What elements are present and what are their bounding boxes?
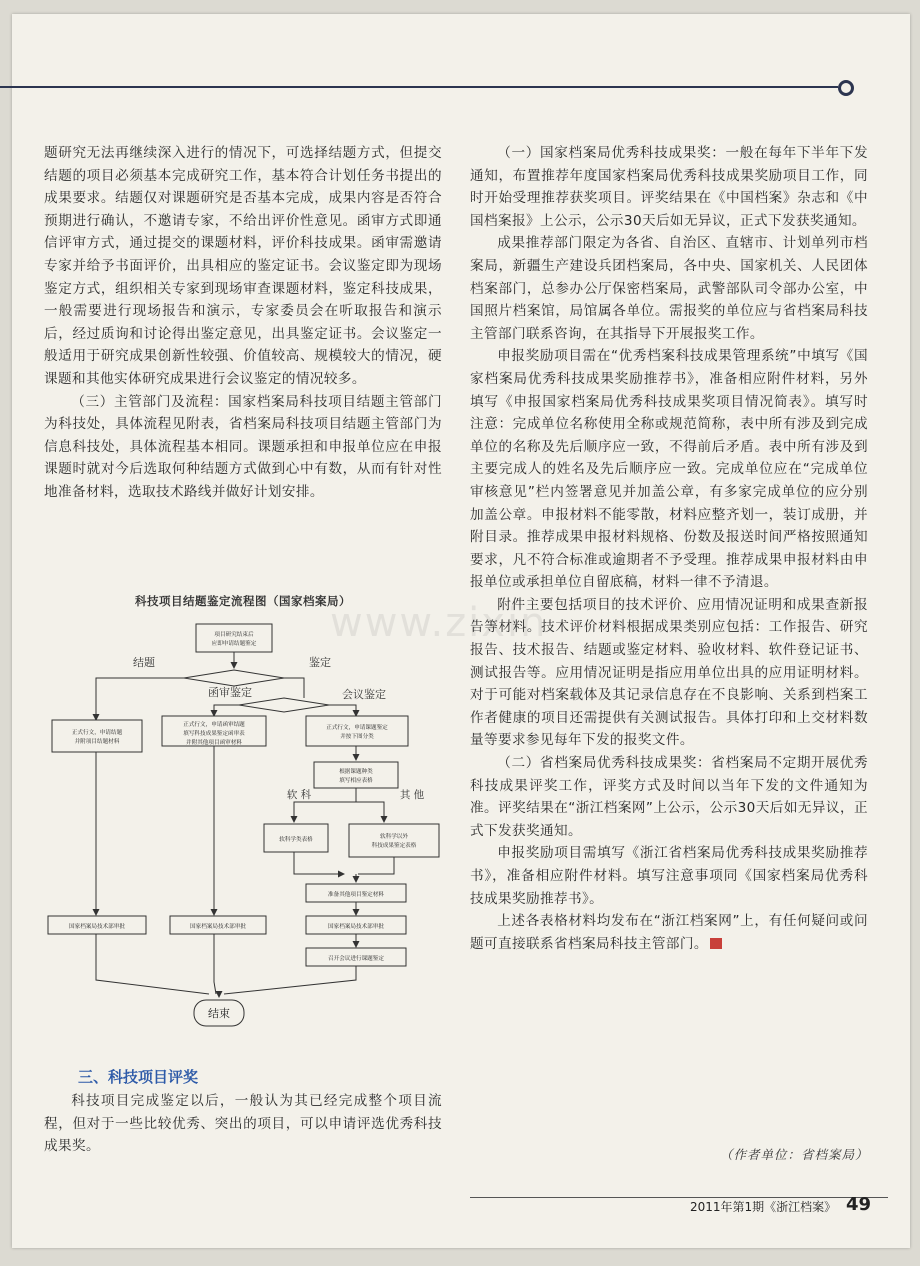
flow-fill-text-line: 填写相应表格 (339, 778, 373, 784)
section-heading: 三、科技项目评奖 (78, 1068, 199, 1086)
flow-huiyi-text-line: 正式行文，申请课题鉴定 (326, 725, 388, 731)
flow-label-soft: 软 科 (286, 789, 312, 801)
paragraph: 成果推荐部门限定为各省、自治区、直辖市、计划单列市档案局，新疆生产建设兵团档案局，各中央、国家机关、人民团体档案部门，总参办公厅保密档案局，武警部队司令部办公室，中国照片档案馆，局馆属各单位。需报奖的单位应与省档案局科技主管部门联系咨询，在其指导下开展报奖工作。 (470, 235, 868, 342)
flowchart-title: 科技项目结题鉴定流程图（国家档案局） (135, 594, 351, 608)
paragraph: （二）省档案局优秀科技成果奖：省档案局不定期开展优秀科技成果评奖工作，评奖方式及时间以当年下发的文件通知为准。评奖结果在“浙江档案网”上公示，公示30天后如无异议，正式下发获奖通知。 (470, 755, 868, 839)
flow-prepare-text: 准备其他项目鉴定材料 (328, 892, 384, 898)
section-paragraph-block (44, 1090, 442, 1158)
flow-hanshen-text-line: 正式行文，申请函审结题 (183, 722, 245, 728)
paragraph: 科技项目完成鉴定以后，一般认为其已经完成整个项目流程，但对于一些比较优秀、突出的项目，可以申请评选优秀科技成果奖。 (44, 1093, 442, 1155)
flow-branch-left: 结题 (133, 656, 155, 669)
right-column (470, 142, 868, 955)
flow-start-text-line: 项目研究结束后 (214, 632, 254, 638)
flow-huiyi-box (306, 716, 408, 746)
paragraph: 附件主要包括项目的技术评价、应用情况证明和成果查新报告等材料。技术评价材料根据成果类别应包括：工作报告、研究报告、技术报告、结题或鉴定材料、验收材料、软件登记证书、测试报告等。应用情况证明是指应用单位出具的应用证明材料。对于可能对档案载体及其记录信息存在不良影响、关系到档案工作者健康的项目还需提供有关测试报告。具体打印和上交材料数量等要求参见每年下发的报奖文件。 (470, 596, 868, 749)
flow-review2-text: 国家档案局技术部审批 (190, 924, 246, 930)
footer-issue: 2011年第1期《浙江档案》 (690, 1200, 837, 1214)
header-rule (0, 86, 838, 88)
flow-soft-text: 软科学类表格 (279, 837, 313, 843)
paragraph: 申报奖励项目需填写《浙江省档案局优秀科技成果奖励推荐书》，准备相应附件材料。填写注意事项同《国家档案局优秀科技成果奖励推荐书》。 (470, 845, 868, 907)
flow-meeting-text: 召开会议进行课题鉴定 (328, 956, 384, 962)
flow-jieti-box (52, 720, 142, 752)
paragraph-last (470, 910, 868, 955)
flow-branch-right: 鉴定 (309, 656, 331, 669)
flow-start-text-line: 应即申请结题鉴定 (211, 641, 257, 647)
flow-other-text-line: 软科学以外 (380, 834, 408, 840)
flow-hanshen-text-line: 填写科技成果鉴定函审表 (183, 731, 245, 737)
flowchart (44, 612, 444, 1042)
flow-review1-text: 国家档案局技术部审批 (69, 924, 125, 930)
end-mark-icon (710, 938, 722, 949)
flow-huiyi-text-line: 并按下图分类 (340, 734, 374, 740)
flow-end-text: 结束 (208, 1007, 230, 1020)
flow-label-other: 其 他 (399, 789, 425, 801)
flow-jieti-text-line: 正式行文，申请结题 (71, 730, 123, 736)
header-circle-ornament (838, 80, 854, 96)
flow-review3-text: 国家档案局技术部审批 (328, 924, 384, 930)
paragraph: （三）主管部门及流程：国家档案局科技项目结题主管部门为科技处，具体流程见附表，省档案局科技项目结题主管部门为信息科技处，具体流程基本相同。课题承担和申报单位应在申报课题时就对今后选取何种结题方式做到心中有数，从而有针对性地准备材料，选取技术路线并做好计划安排。 (44, 393, 442, 500)
flow-hanshen-text-line: 并附其他项目函审材料 (186, 740, 242, 746)
flow-fill-box (314, 762, 398, 788)
last-paragraph-text: 上述各表格材料均发布在“浙江档案网”上，有任何疑问或问题可直接联系省档案局科技主管部门。 (470, 913, 868, 952)
page-number: 49 (846, 1194, 872, 1215)
flow-sub-left: 函审鉴定 (208, 686, 252, 699)
flow-fill-text-line: 根据课题种类 (339, 769, 373, 775)
left-column (44, 142, 442, 504)
flow-other-box (349, 824, 439, 857)
watermark: www.zixin (330, 600, 548, 646)
author-affiliation: （作者单位：省档案局） (720, 1147, 869, 1162)
paragraph: 题研究无法再继续深入进行的情况下，可选择结题方式，但提交结题的项目必须基本完成研究工作，基本符合计划任务书提出的成果要求。结题仅对课题研究是否基本完成，成果内容是否符合预期进行确认，不邀请专家，不给出评价性意见。函审方式即通信评审方式，通过提交的课题材料，评价科技成果。函审需邀请专家并给予书面评价，出具相应的鉴定证书。会议鉴定即为现场鉴定方式，组织相关专家到现场审查课题材料，鉴定科技成果，一般需要进行现场报告和演示，专家委员会在听取报告和演示后，经过质询和讨论得出鉴定意见，出具鉴定证书。会议鉴定一般适用于研究成果创新性较强、价值较高、规模较大的情况，硬课题和其他实体研究成果进行会议鉴定的情况较多。 (44, 145, 442, 387)
flow-jieti-text-line: 并附项目结题材料 (74, 739, 120, 745)
flow-other-text-line: 科技成果鉴定表格 (371, 843, 417, 849)
flow-start-box (196, 624, 272, 652)
paragraph: （一）国家档案局优秀科技成果奖：一般在每年下半年下发通知，布置推荐年度国家档案局优秀科技成果奖励项目工作，同时开始受理推荐获奖项目。评奖结果在《中国档案》杂志和《中国档案报》上公示，公示30天后如无异议，正式下发获奖通知。 (470, 145, 868, 229)
paragraph: 申报奖励项目需在“优秀档案科技成果管理系统”中填写《国家档案局优秀科技成果奖励推荐书》，准备相应附件材料，另外填写《申报国家档案局优秀科技成果奖项目情况简表》。填写时注意：完成单位名称使用全称或规范简称，表中所有涉及到完成单位的名称及先后顺序应一致，不得前后矛盾。表中所有涉及到主要完成人的姓名及先后顺序应一致。完成单位应在“完成单位审核意见”栏内签署意见并加盖公章，有多家完成单位的应分别加盖公章。申报材料不能零散，材料应整齐划一，装订成册，并附目录。推荐成果申报材料规格、份数及报送时间严格按照通知要求，凡不符合标准或逾期者不予受理。推荐成果申报材料由申报单位或承担单位自留底稿，材料一律不予清退。 (470, 348, 868, 591)
flow-sub-right: 会议鉴定 (342, 688, 386, 701)
flow-hanshen-text (183, 720, 245, 746)
